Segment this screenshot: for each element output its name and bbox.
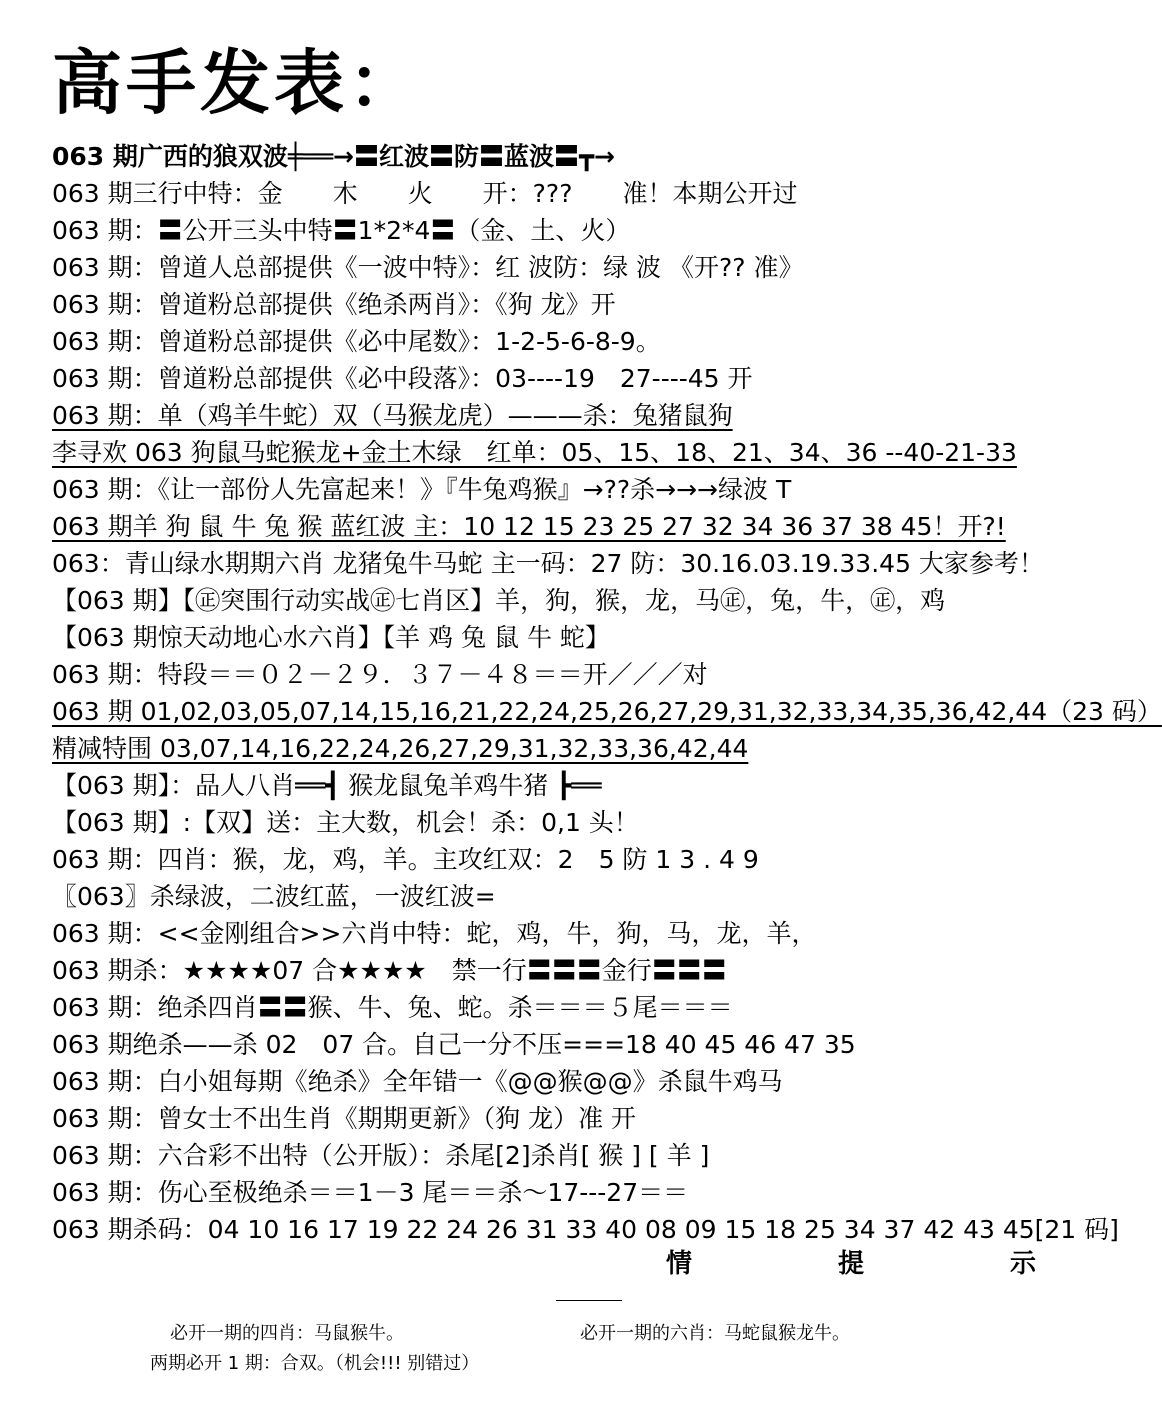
page-title: 高手发表：: [52, 42, 422, 124]
hint-char: 提: [838, 1249, 865, 1279]
prediction-line: 063 期杀码：04 10 16 17 19 22 24 26 31 33 40 08 09 15 18 25 34 37 42 43 45[21 码]: [52, 1215, 1119, 1244]
prediction-line: 063 期：绝杀四肖〓〓猴、牛、兔、蛇。杀＝＝＝５尾＝＝＝: [52, 993, 733, 1022]
prediction-line: 【063 期】【㊣突围行动实战㊣七肖区】羊，狗，猴，龙，马㊣，兔，牛，㊣，鸡: [52, 586, 946, 615]
prediction-line: 063 期：六合彩不出特（公开版）：杀尾[2]杀肖[ 猴 ] [ 羊 ]: [52, 1141, 710, 1170]
prediction-line: 063 期：曾道粉总部提供《必中段落》：03----19 27----45 开: [52, 364, 753, 393]
prediction-line: 063 期 01,02,03,05,07,14,15,16,21,22,24,25,26,27,29,31,32,33,34,35,36,42,44（23 码）: [52, 697, 1162, 726]
prediction-line: 063 期：曾道人总部提供《一波中特》：红 波防：绿 波 《开?? 准》: [52, 253, 804, 282]
prediction-line: 【063 期】:【双】送：主大数，机会！杀：0,1 头！: [52, 808, 639, 837]
prediction-line: 063 期三行中特：金 木 火 开：??? 准！本期公开过: [52, 179, 798, 208]
prediction-line: 063 期：伤心至极绝杀＝＝1－3 尾＝＝杀～17---27＝＝: [52, 1178, 689, 1207]
prediction-line: 063 期：《让一部份人先富起来！》『牛兔鸡猴』→??杀→→→绿波 T: [52, 475, 792, 504]
hint-char: 情: [666, 1249, 693, 1279]
prediction-line: 李寻欢 063 狗鼠马蛇猴龙+金土木绿 红单：05、15、18、21、34、36 --40-21-33: [52, 438, 1017, 467]
hint-heading: [0, 1243, 1080, 1283]
divider: [556, 1300, 622, 1301]
prediction-list: [52, 138, 1162, 1248]
prediction-line: 063 期绝杀——杀 02 07 合。自己一分不压===18 40 45 46 47 35: [52, 1030, 856, 1059]
prediction-line: 063 期羊 狗 鼠 牛 兔 猴 蓝红波 主：10 12 15 23 25 27 32 34 36 37 38 45！开?!: [52, 512, 1006, 541]
footer-six-zodiac: 必开一期的六肖：马蛇鼠猴龙牛。: [580, 1323, 850, 1344]
footer-four-zodiac: 必开一期的四肖：马鼠猴牛。: [170, 1323, 404, 1344]
prediction-line: 063 期：单（鸡羊牛蛇）双（马猴龙虎）———杀：兔猪鼠狗: [52, 401, 733, 430]
footer-note: 两期必开 1 期：合双。（机会!!! 别错过）: [150, 1353, 480, 1374]
prediction-line: 063 期：<<金刚组合>>六肖中特：蛇，鸡，牛，狗，马，龙，羊，: [52, 919, 817, 948]
prediction-line: 063 期杀：★★★★07 合★★★★ 禁一行〓〓〓金行〓〓〓: [52, 956, 727, 985]
prediction-line: 063 期：曾道粉总部提供《必中尾数》：1-2-5-6-8-9。: [52, 327, 661, 356]
hint-char: 示: [1010, 1249, 1037, 1279]
prediction-line: 〖063〗杀绿波，二波红蓝，一波红波=: [52, 882, 496, 911]
prediction-line: 【063 期惊天动地心水六肖】【羊 鸡 兔 鼠 牛 蛇】: [52, 623, 610, 652]
prediction-line: 063：青山绿水期期六肖 龙猪兔牛马蛇 主一码：27 防：30.16.03.19.33.45 大家参考！: [52, 549, 1044, 578]
prediction-line: 063 期：四肖：猴，龙，鸡，羊。主攻红双：2 5 防 1 3 . 4 9: [52, 845, 759, 874]
prediction-line: 063 期：曾女士不出生肖《期期更新》（狗 龙）准 开: [52, 1104, 637, 1133]
prediction-line: 063 期：白小姐每期《绝杀》全年错一《@@猴@@》杀鼠牛鸡马: [52, 1067, 783, 1096]
prediction-line: 【063 期】：品人八肖══┫ 猴龙鼠兔羊鸡牛猪 ┣══: [52, 771, 602, 800]
prediction-line: 063 期：〓公开三头中特〓1*2*4〓（金、土、火）: [52, 216, 631, 245]
prediction-line: 063 期广西的狼双波╪══→〓红波〓防〓蓝波〓┳→: [52, 142, 615, 171]
prediction-line: 063 期：曾道粉总部提供《绝杀两肖》：《狗 龙》开: [52, 290, 616, 319]
prediction-line: 063 期：特段＝＝０２－２９．３７－４８＝＝开／／／对: [52, 660, 708, 689]
prediction-line: 精减特围 03,07,14,16,22,24,26,27,29,31,32,33,36,42,44: [52, 734, 749, 763]
